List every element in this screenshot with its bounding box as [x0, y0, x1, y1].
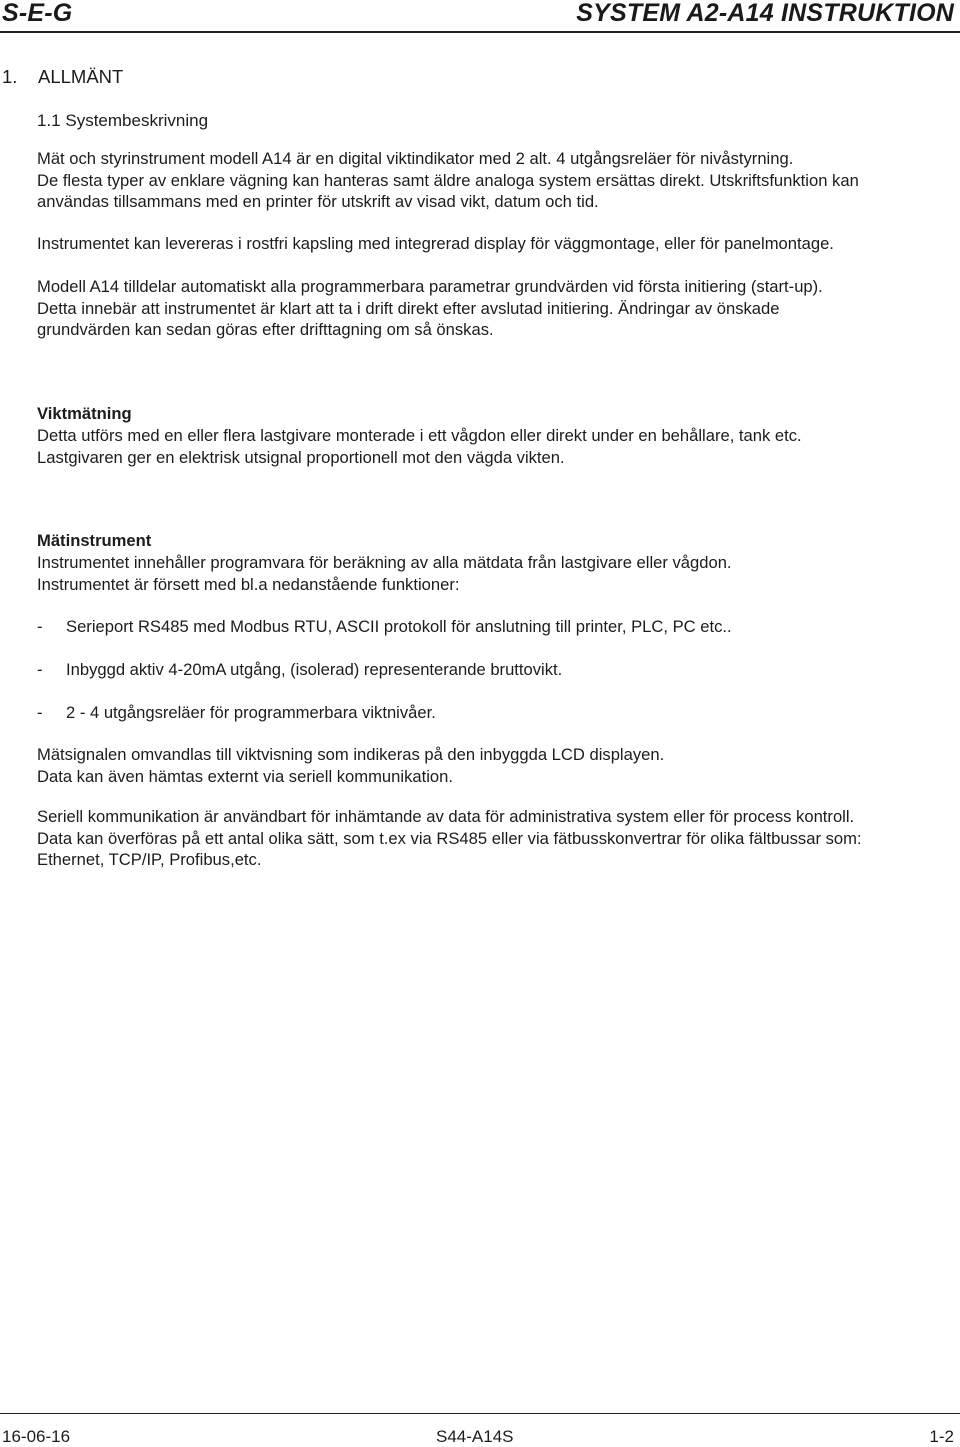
footer-page-number: 1-2: [929, 1427, 954, 1446]
heading-matinstrument: Mätinstrument: [37, 531, 152, 550]
paragraph-serial-communication: Seriell kommunikation är användbart för inhämtande av data för administrativa system eller för process kontroll. Data kan överföras på ett antal olika sätt, som t.ex via RS485 eller via fätbusskonvertrar för olika fältbussar som: Ethernet, TCP/IP, Profibus,etc.: [37, 807, 862, 870]
bullet-dash: -: [37, 703, 43, 722]
bullet-dash: -: [37, 660, 43, 679]
list-item-text: Inbyggd aktiv 4-20mA utgång, (isolerad) representerande bruttovikt.: [66, 660, 563, 679]
list-item: [37, 616, 732, 638]
paragraph-enclosure: Instrumentet kan levereras i rostfri kapsling med integrerad display för väggmontage, eller för panelmontage.: [37, 234, 834, 253]
footer-divider: [0, 1413, 960, 1414]
list-item: [37, 659, 562, 681]
brand-logo-text: S-E-G: [2, 0, 73, 27]
list-item: [37, 702, 436, 724]
paragraph-signal: Mätsignalen omvandlas till viktvisning som indikeras på den inbyggda LCD displayen. Data kan även hämtas externt via seriell kommunikation.: [37, 745, 665, 786]
paragraph-initialization: Modell A14 tilldelar automatiskt alla programmerbara parametrar grundvärden vid första initiering (start-up). Detta innebär att instrumentet är klart att ta i drift direkt efter avslutad initiering. Ändringar av önskade grundvärden kan sedan göras efter drifttagning om så önskas.: [37, 277, 823, 340]
heading-viktmatning: Viktmätning: [37, 404, 132, 423]
page-header: [0, 0, 960, 30]
paragraph-matinstrument: Instrumentet innehåller programvara för beräkning av alla mätdata från lastgivare eller vågdon. Instrumentet är försett med bl.a nedanstående funktioner:: [37, 553, 732, 594]
section-title: ALLMÄNT: [38, 66, 124, 87]
paragraph-system-description: Mät och styrinstrument modell A14 är en digital viktindikator med 2 alt. 4 utgångsreläer för nivåstyrning. De flesta typer av enklare vägning kan hanteras samt äldre analoga system ersättas direkt. Utskriftsfunktion kan användas tillsammans med en printer för utskrift av visad vikt, datum och tid.: [37, 149, 859, 212]
paragraph-viktmatning: Detta utförs med en eller flera lastgivare monterade i ett vågdon eller direkt under en behållare, tank etc. Lastgivaren ger en elektrisk utsignal proportionell mot den vägda vikten.: [37, 426, 802, 467]
document-title: SYSTEM A2-A14 INSTRUKTION: [576, 0, 954, 27]
footer-document-code: S44-A14S: [436, 1427, 514, 1446]
list-item-text: 2 - 4 utgångsreläer för programmerbara viktnivåer.: [66, 703, 436, 722]
bullet-dash: -: [37, 617, 43, 636]
list-item-text: Serieport RS485 med Modbus RTU, ASCII protokoll för anslutning till printer, PLC, PC etc..: [66, 617, 732, 636]
section-heading: [2, 66, 123, 88]
footer-date: 16-06-16: [2, 1427, 71, 1446]
header-divider: [0, 31, 960, 33]
subsection-heading: 1.1 Systembeskrivning: [37, 111, 209, 130]
section-number: 1.: [2, 66, 18, 87]
